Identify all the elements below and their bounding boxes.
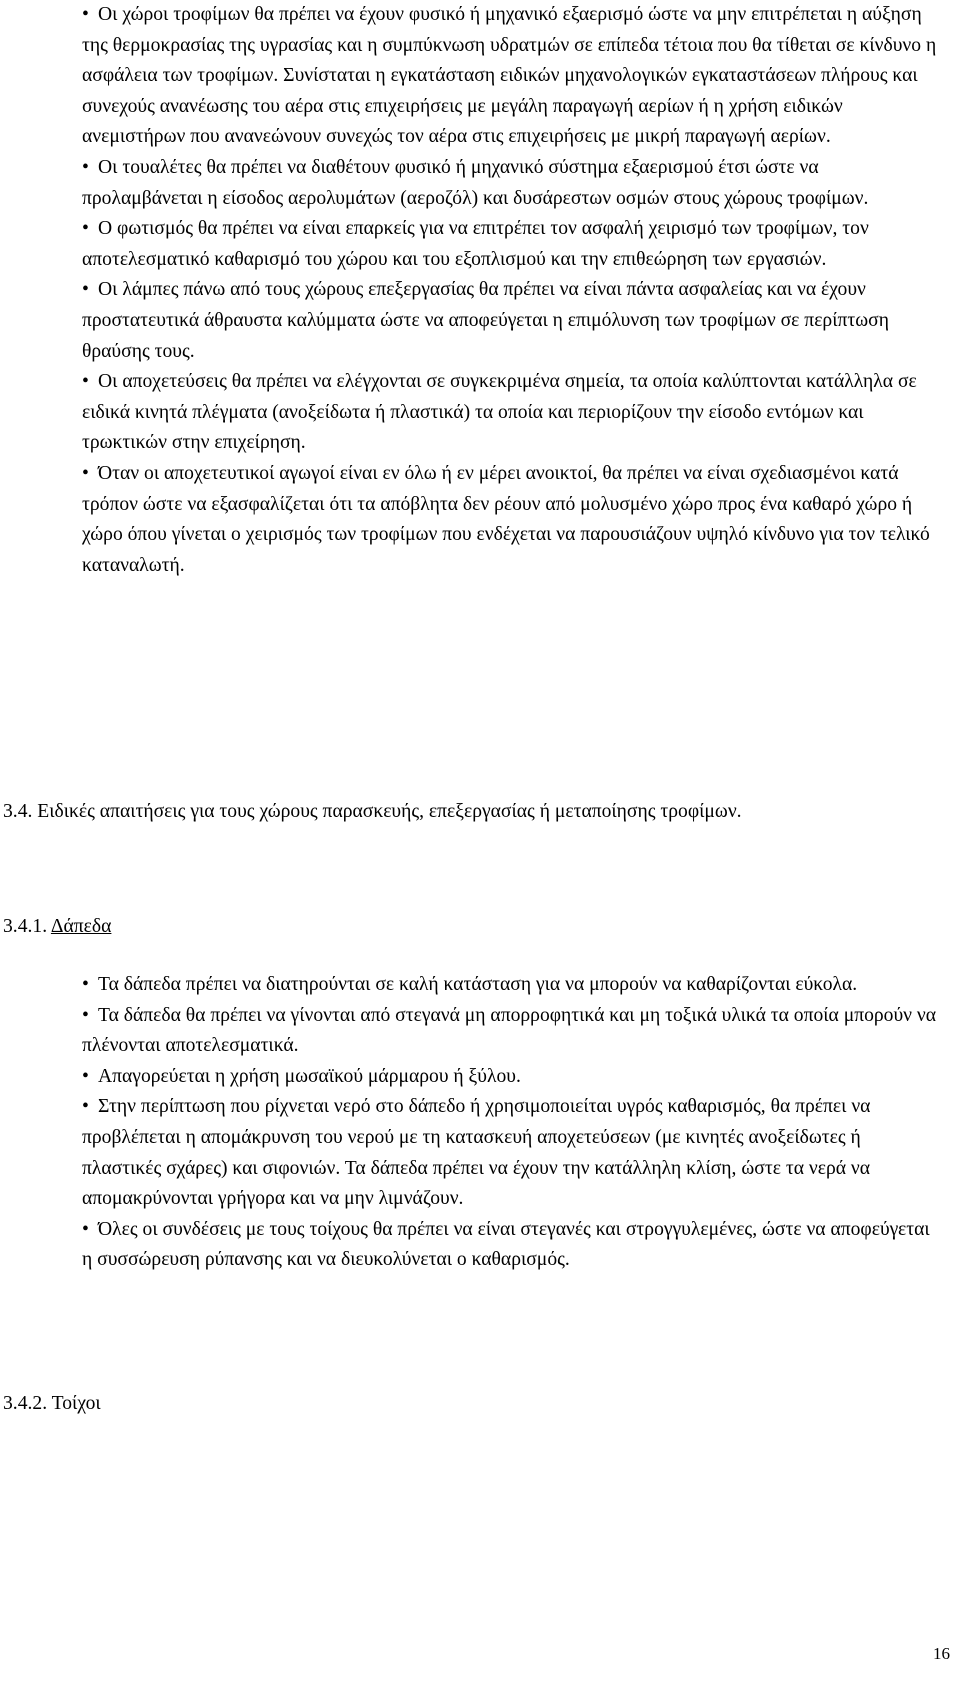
list-item-text: Όλες οι συνδέσεις με τους τοίχους θα πρέπει να είναι στεγανές και στρογγυλεμένες, ώστε να αποφεύγεται η συσσώρευση ρύπανσης και να διευκολύνεται ο καθαρισμός.: [82, 1218, 930, 1271]
list-item: [82, 1062, 942, 1093]
list-item: [82, 275, 942, 367]
section-heading-3-4: [3, 797, 943, 828]
bullet-icon: •: [82, 218, 89, 240]
bullet-icon: •: [82, 1004, 89, 1026]
list-item-text: Οι τουαλέτες θα πρέπει να διαθέτουν φυσικό ή μηχανικό σύστημα εξαερισμού έτσι ώστε να προλαμβάνεται η είσοδος αερολυμάτων (αεροζόλ) και δυσάρεστων οσμών στους χώρους τροφίμων.: [82, 156, 869, 209]
bullet-icon: •: [82, 371, 89, 393]
list-item: [82, 1001, 942, 1062]
list-item-text: Οι λάμπες πάνω από τους χώρους επεξεργασίας θα πρέπει να είναι πάντα ασφαλείας και να έχουν προστατευτικά άθραυστα καλύμματα ώστε να αποφεύγεται η επιμόλυνση των τροφίμων σε περίπτωση θραύσης τους.: [82, 279, 889, 362]
list-item-text: Όταν οι αποχετευτικοί αγωγοί είναι εν όλω ή εν μέρει ανοικτοί, θα πρέπει να είναι σχεδιασμένοι κατά τρόπον ώστε να εξασφαλίζεται ότι τα απόβλητα δεν ρέουν από μολυσμένο χώρο προς ένα καθαρό χώρο ή χώρο όπου γίνεται ο χειρισμός των τροφίμων που ενδέχεται να παρουσιάζουν υψηλό κίνδυνο για τον τελικό καταναλωτή.: [82, 462, 930, 576]
list-item-text: Απαγορεύεται η χρήση μωσαϊκού μάρμαρου ή ξύλου.: [98, 1065, 521, 1087]
bullet-icon: •: [82, 1065, 89, 1087]
section-title: Τοίχοι: [51, 1393, 101, 1414]
list-item-text: Στην περίπτωση που ρίχνεται νερό στο δάπεδο ή χρησιμοποιείται υγρός καθαρισμός, θα πρέπει να προβλέπεται η απομάκρυνση του νερού με τη κατασκευή αποχετεύσεων (με κινητές ανοξείδωτες ή πλαστικές σχάρες) και σιφονιών. Τα δάπεδα πρέπει να έχουν την κατάλληλη κλίση, ώστε τα νερά να απομακρύνονται γρήγορα και να μην λιμνάζουν.: [82, 1096, 871, 1210]
section-number: 3.4.: [3, 801, 33, 822]
bullet-icon: •: [82, 279, 89, 301]
list-item: [82, 367, 942, 459]
list-item-text: Τα δάπεδα πρέπει να διατηρούνται σε καλή κατάσταση για να μπορούν να καθαρίζονται εύκολα.: [98, 974, 858, 995]
page-number: 16: [933, 1644, 950, 1663]
list-item-text: Ο φωτισμός θα πρέπει να είναι επαρκείς για να επιτρέπει τον ασφαλή χειρισμό των τροφίμων, τον αποτελεσματικό καθαρισμό του χώρου και του εξοπλισμού και την επιθεώρηση των εργασιών.: [82, 218, 869, 270]
list-item: [82, 459, 942, 581]
list-item-text: Οι χώροι τροφίμων θα πρέπει να έχουν φυσικό ή μηχανικό εξαερισμό ώστε να μην επιτρέπεται η αύξηση της θερμοκρασίας της υγρασίας και η συμπύκνωση υδρατμών σε επίπεδα τέτοια που θα τίθεται σε κίνδυνο η ασφάλεια των τροφίμων. Συνίσταται η εγκατάσταση ειδικών μηχανολογικών εγκαταστάσεων πλήρους και συνεχούς ανανέωσης του αέρα στις επιχειρήσεις με μεγάλη παραγωγή αερίων ή η χρήση ειδικών ανεμιστήρων που ανανεώνουν συνεχώς τον αέρα στις επιχειρήσεις με μικρή παραγωγή αερίων.: [82, 4, 937, 148]
list-item: [82, 1215, 942, 1276]
section-number: 3.4.1.: [3, 916, 48, 937]
list-item: [82, 153, 942, 214]
list-item: [82, 214, 942, 275]
list-item-text: Τα δάπεδα θα πρέπει να γίνονται από στεγανά μη απορροφητικά και μη τοξικά υλικά τα οποία μπορούν να πλένονται αποτελεσματικά.: [82, 1004, 937, 1057]
section-title: Ειδικές απαιτήσεις για τους χώρους παρασκευής, επεξεργασίας ή μεταποίησης τροφίμων.: [37, 801, 742, 822]
list-item: [82, 1092, 942, 1214]
floors-bullet-list: [82, 970, 942, 1276]
bullet-icon: •: [82, 1096, 89, 1118]
list-item: [82, 970, 942, 1001]
ventilation-bullet-list: [82, 0, 942, 581]
section-heading-3-4-2: [3, 1389, 943, 1420]
bullet-icon: •: [82, 1218, 89, 1240]
section-heading-3-4-1: [3, 912, 943, 943]
list-item-text: Οι αποχετεύσεις θα πρέπει να ελέγχονται σε συγκεκριμένα σημεία, τα οποία καλύπτονται κατάλληλα σε ειδικά κινητά πλέγματα (ανοξείδωτα ή πλαστικά) τα οποία και περιορίζουν την είσοδο εντόμων και τρωκτικών στην επιχείρηση.: [82, 371, 917, 454]
bullet-icon: •: [82, 462, 89, 484]
list-item: [82, 0, 942, 153]
bullet-icon: •: [82, 974, 89, 995]
section-title: Δάπεδα: [50, 916, 112, 937]
bullet-icon: •: [82, 156, 89, 178]
bullet-icon: •: [82, 4, 89, 25]
section-number: 3.4.2.: [3, 1393, 48, 1414]
